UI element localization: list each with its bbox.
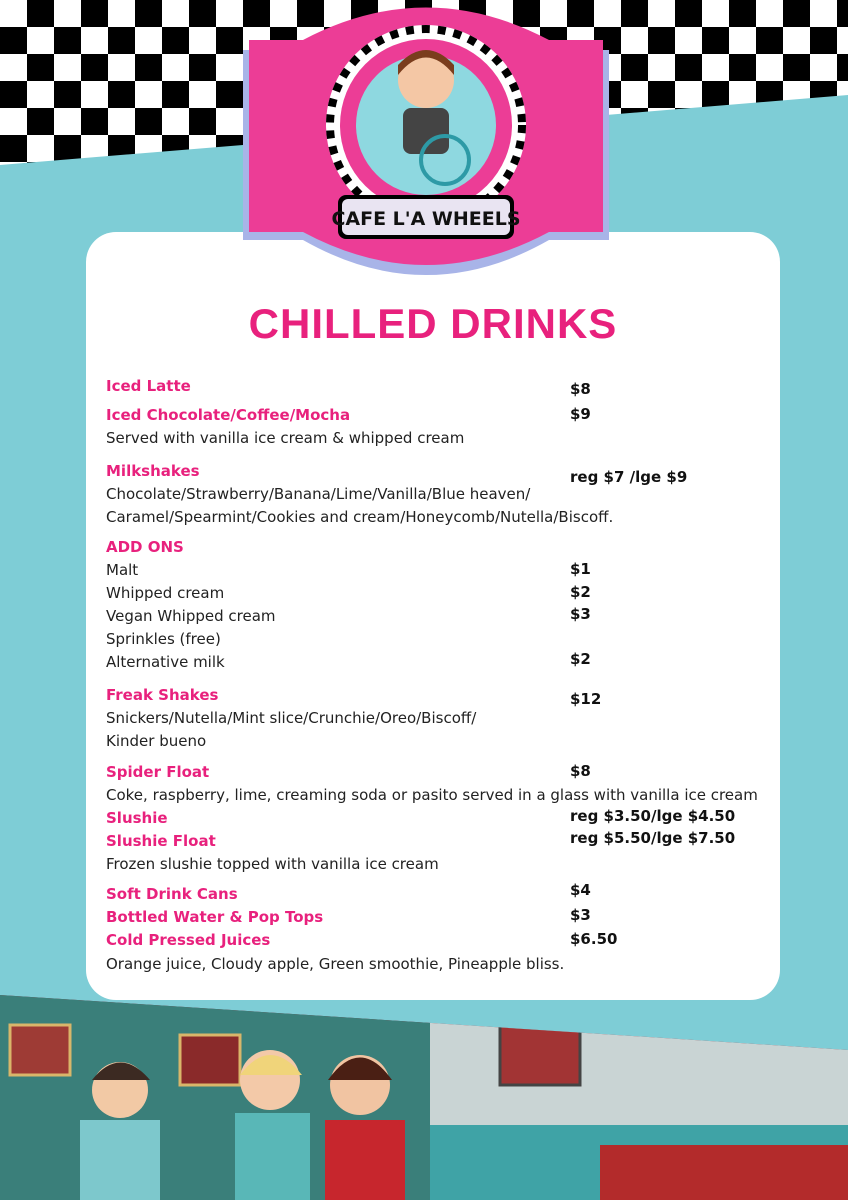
item-price: $8 [570,762,591,780]
item-price: reg $5.50/lge $7.50 [570,829,736,847]
item-name: Milkshakes [106,462,200,480]
addon-name: Sprinkles (free) [106,630,221,648]
item-description: Served with vanilla ice cream & whipped cream [106,429,465,447]
item-price: reg $3.50/lge $4.50 [570,807,736,825]
item-name: Iced Latte [106,377,191,395]
item-description: Frozen slushie topped with vanilla ice cream [106,855,439,873]
addon-name: Alternative milk [106,653,225,671]
item-price: $3 [570,906,591,924]
item-name: Spider Float [106,763,210,781]
item-name: Iced Chocolate/Coffee/Mocha [106,406,351,424]
addon-price: $2 [570,650,591,668]
item-name: Cold Pressed Juices [106,931,271,949]
item-price: $4 [570,881,591,899]
item-name: Soft Drink Cans [106,885,238,903]
item-price: $6.50 [570,930,618,948]
item-description: Chocolate/Strawberry/Banana/Lime/Vanilla/Blue heaven/ [106,485,531,503]
addon-name: Whipped cream [106,584,225,602]
addon-price: $1 [570,560,591,578]
section-heading: ADD ONS [106,538,184,556]
addon-price: $2 [570,583,591,601]
item-price: reg $7 /lge $9 [570,468,688,486]
item-price: $8 [570,380,591,398]
item-price: $9 [570,405,591,423]
item-description: Caramel/Spearmint/Cookies and cream/Honeycomb/Nutella/Biscoff. [106,508,614,526]
item-description: Orange juice, Cloudy apple, Green smoothie, Pineapple bliss. [106,955,565,973]
item-description: Coke, raspberry, lime, creaming soda or pasito served in a glass with vanilla ice cream [106,786,758,804]
item-name: Slushie Float [106,832,216,850]
item-description: Kinder bueno [106,732,207,750]
addon-name: Vegan Whipped cream [106,607,276,625]
addon-price: $3 [570,605,591,623]
addon-name: Malt [106,561,139,579]
cafe-logo [243,0,609,290]
page-title: CHILLED DRINKS [248,300,618,347]
item-name: Freak Shakes [106,686,219,704]
logo-text: CAFE L'A WHEELS [331,208,521,230]
item-name: Slushie [106,809,168,827]
item-price: $12 [570,690,602,708]
item-name: Bottled Water & Pop Tops [106,908,324,926]
item-description: Snickers/Nutella/Mint slice/Crunchie/Oreo/Biscoff/ [106,709,477,727]
